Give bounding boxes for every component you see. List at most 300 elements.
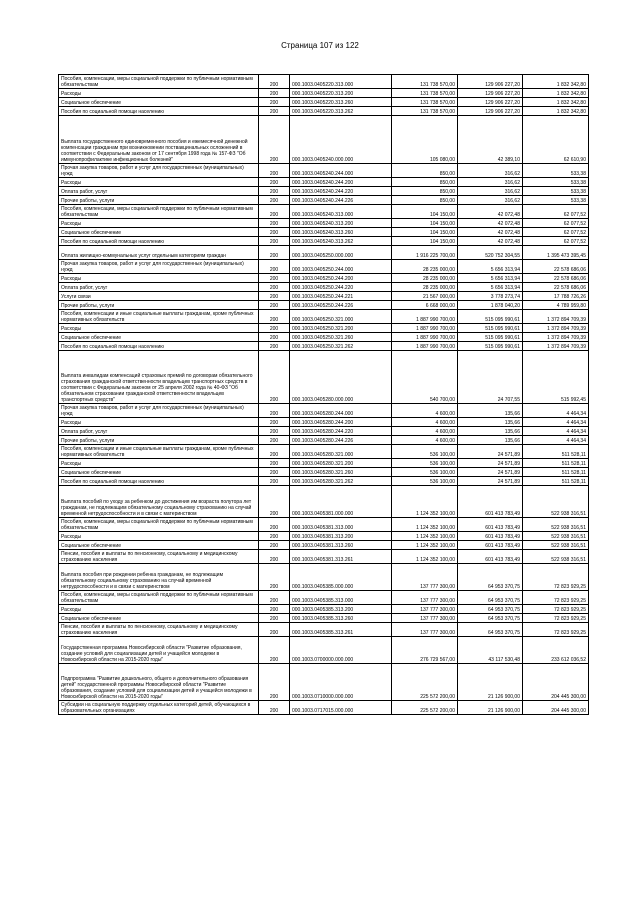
row-approved-amount-cell: 137 777 300,00 — [392, 591, 458, 605]
row-budget-code-cell: 000.1003.0405240.244.226 — [290, 196, 392, 205]
row-name-cell: Социальное обеспечение — [59, 333, 259, 342]
row-executed-amount-cell: 42 072,48 — [458, 228, 523, 237]
row-name-cell: Выплата инвалидам компенсаций страховых премий по договорам обязательного страхования гражданской ответственности владельцев транспортных средств в соответствии с Федеральным законом от 25 апреля 2002 года № 40-ФЗ "Об обязательном страховании гражданской ответственности владельцев транспортных средств" — [59, 351, 259, 404]
row-executed-amount-cell: 129 906 227,20 — [458, 98, 523, 107]
page-header: Страница 107 из 122 — [281, 41, 359, 50]
row-budget-code-cell: 000.1003.0405240.244.220 — [290, 187, 392, 196]
row-approved-amount-cell: 536 100,00 — [392, 477, 458, 486]
row-budget-code-cell: 000.1003.0405240.313.200 — [290, 219, 392, 228]
row-budget-code-cell: 000.1003.0405280.000.000 — [290, 351, 392, 404]
row-executed-amount-cell: 21 126 900,00 — [458, 701, 523, 715]
row-admin-code-cell: 200 — [259, 486, 290, 518]
row-admin-code-cell: 200 — [259, 605, 290, 614]
row-budget-code-cell: 000.1003.0405240.313.000 — [290, 205, 392, 219]
row-approved-amount-cell: 850,00 — [392, 164, 458, 178]
row-name-cell: Прочие работы, услуги — [59, 196, 259, 205]
row-admin-code-cell: 200 — [259, 623, 290, 637]
table-row — [59, 637, 589, 664]
table-row — [59, 310, 589, 324]
row-budget-code-cell: 000.1003.0405220.313.262 — [290, 107, 392, 116]
row-name-cell: Социальное обеспечение — [59, 614, 259, 623]
row-executed-amount-cell: 316,62 — [458, 164, 523, 178]
row-admin-code-cell: 200 — [259, 178, 290, 187]
row-approved-amount-cell: 4 600,00 — [392, 404, 458, 418]
row-approved-amount-cell: 225 572 200,00 — [392, 701, 458, 715]
row-remaining-amount-cell: 72 823 929,25 — [523, 623, 589, 637]
row-executed-amount-cell: 515 095 990,61 — [458, 324, 523, 333]
row-approved-amount-cell: 1 887 990 700,00 — [392, 324, 458, 333]
table-row — [59, 404, 589, 418]
row-name-cell: Пособия, компенсации и иные социальные выплаты гражданам, кроме публичных нормативных обязательств — [59, 310, 259, 324]
row-admin-code-cell: 200 — [259, 468, 290, 477]
row-budget-code-cell: 000.1003.0405250.321.262 — [290, 342, 392, 351]
row-executed-amount-cell: 135,66 — [458, 436, 523, 445]
row-admin-code-cell: 200 — [259, 427, 290, 436]
row-remaining-amount-cell: 72 823 929,25 — [523, 591, 589, 605]
row-remaining-amount-cell: 72 823 929,25 — [523, 564, 589, 591]
row-budget-code-cell: 000.1003.0405280.244.000 — [290, 404, 392, 418]
table-row — [59, 164, 589, 178]
row-budget-code-cell: 000.1003.0405240.000.000 — [290, 116, 392, 164]
row-approved-amount-cell: 6 668 000,00 — [392, 301, 458, 310]
row-executed-amount-cell: 5 656 313,94 — [458, 274, 523, 283]
row-budget-code-cell: 000.1003.0405280.244.220 — [290, 427, 392, 436]
row-name-cell: Расходы — [59, 89, 259, 98]
table-row — [59, 237, 589, 246]
row-name-cell: Оплата жилищно-коммунальных услуг отдельным категориям граждан — [59, 246, 259, 260]
row-approved-amount-cell: 850,00 — [392, 178, 458, 187]
row-approved-amount-cell: 137 777 300,00 — [392, 605, 458, 614]
row-budget-code-cell: 000.1003.0405240.244.000 — [290, 164, 392, 178]
row-executed-amount-cell: 24 571,89 — [458, 445, 523, 459]
row-approved-amount-cell: 1 124 352 100,00 — [392, 541, 458, 550]
row-budget-code-cell: 000.1003.0717015.000.000 — [290, 701, 392, 715]
row-budget-code-cell: 000.1003.0405250.321.000 — [290, 310, 392, 324]
row-executed-amount-cell: 5 656 313,94 — [458, 260, 523, 274]
row-admin-code-cell: 200 — [259, 205, 290, 219]
row-executed-amount-cell: 1 878 040,20 — [458, 301, 523, 310]
row-admin-code-cell: 200 — [259, 664, 290, 701]
row-admin-code-cell: 200 — [259, 701, 290, 715]
table-row — [59, 178, 589, 187]
row-executed-amount-cell: 515 095 990,61 — [458, 310, 523, 324]
row-remaining-amount-cell: 522 938 316,51 — [523, 486, 589, 518]
row-budget-code-cell: 000.1003.0405250.000.000 — [290, 246, 392, 260]
row-executed-amount-cell: 64 953 370,75 — [458, 605, 523, 614]
row-admin-code-cell: 200 — [259, 445, 290, 459]
table-row — [59, 89, 589, 98]
row-executed-amount-cell: 520 752 304,55 — [458, 246, 523, 260]
row-approved-amount-cell: 536 100,00 — [392, 445, 458, 459]
row-name-cell: Пенсии, пособия и выплаты по пенсионному, социальному и медицинскому страхованию населения — [59, 623, 259, 637]
row-admin-code-cell: 200 — [259, 418, 290, 427]
row-approved-amount-cell: 276 729 567,00 — [392, 637, 458, 664]
row-budget-code-cell: 000.1003.0405250.321.200 — [290, 324, 392, 333]
row-admin-code-cell: 200 — [259, 518, 290, 532]
row-remaining-amount-cell: 1 395 473 395,45 — [523, 246, 589, 260]
table-row — [59, 605, 589, 614]
row-name-cell: Прочая закупка товаров, работ и услуг для государственных (муниципальных) нужд — [59, 164, 259, 178]
row-name-cell: Расходы — [59, 605, 259, 614]
row-budget-code-cell: 000.1003.0405240.313.260 — [290, 228, 392, 237]
row-approved-amount-cell: 1 124 352 100,00 — [392, 532, 458, 541]
row-approved-amount-cell: 1 887 990 700,00 — [392, 310, 458, 324]
row-admin-code-cell: 200 — [259, 75, 290, 89]
row-name-cell: Пособия, компенсации, меры социальной поддержки по публичным нормативным обязательствам — [59, 591, 259, 605]
table-row — [59, 187, 589, 196]
row-budget-code-cell: 000.1003.0405381.313.200 — [290, 532, 392, 541]
row-admin-code-cell: 200 — [259, 404, 290, 418]
row-admin-code-cell: 200 — [259, 459, 290, 468]
table-row — [59, 459, 589, 468]
row-admin-code-cell: 200 — [259, 301, 290, 310]
row-approved-amount-cell: 21 567 000,00 — [392, 292, 458, 301]
row-executed-amount-cell: 5 656 313,94 — [458, 283, 523, 292]
row-approved-amount-cell: 536 100,00 — [392, 459, 458, 468]
table-row — [59, 107, 589, 116]
row-admin-code-cell: 200 — [259, 246, 290, 260]
row-budget-code-cell: 000.1003.0405385.313.261 — [290, 623, 392, 637]
row-remaining-amount-cell: 1 372 894 709,39 — [523, 324, 589, 333]
table-row — [59, 427, 589, 436]
row-admin-code-cell: 200 — [259, 342, 290, 351]
row-executed-amount-cell: 515 095 990,61 — [458, 342, 523, 351]
row-remaining-amount-cell: 511 528,11 — [523, 477, 589, 486]
row-admin-code-cell: 200 — [259, 532, 290, 541]
row-approved-amount-cell: 104 150,00 — [392, 205, 458, 219]
row-remaining-amount-cell: 1 832 342,80 — [523, 75, 589, 89]
row-remaining-amount-cell: 62 077,52 — [523, 228, 589, 237]
row-remaining-amount-cell: 62 077,52 — [523, 205, 589, 219]
row-executed-amount-cell: 64 953 370,75 — [458, 591, 523, 605]
row-executed-amount-cell: 601 413 783,49 — [458, 541, 523, 550]
row-approved-amount-cell: 104 150,00 — [392, 237, 458, 246]
row-approved-amount-cell: 131 738 570,00 — [392, 98, 458, 107]
row-budget-code-cell: 000.1003.0405250.244.200 — [290, 274, 392, 283]
table-row — [59, 477, 589, 486]
row-budget-code-cell: 000.1003.0405250.321.260 — [290, 333, 392, 342]
row-name-cell: Оплата работ, услуг — [59, 187, 259, 196]
row-budget-code-cell: 000.1003.0405220.313.260 — [290, 98, 392, 107]
row-admin-code-cell: 200 — [259, 237, 290, 246]
row-executed-amount-cell: 601 413 783,49 — [458, 518, 523, 532]
row-name-cell: Пособия по социальной помощи населению — [59, 477, 259, 486]
row-approved-amount-cell: 4 600,00 — [392, 436, 458, 445]
row-name-cell: Расходы — [59, 178, 259, 187]
row-admin-code-cell: 200 — [259, 324, 290, 333]
table-row — [59, 246, 589, 260]
row-name-cell: Пособия, компенсации, меры социальной поддержки по публичным нормативным обязательствам — [59, 518, 259, 532]
row-remaining-amount-cell: 515 992,45 — [523, 351, 589, 404]
row-name-cell: Пособия по социальной помощи населению — [59, 237, 259, 246]
table-row — [59, 591, 589, 605]
table-row — [59, 564, 589, 591]
row-name-cell: Пособия, компенсации, меры социальной поддержки по публичным нормативным обязательствам — [59, 205, 259, 219]
row-remaining-amount-cell: 533,38 — [523, 187, 589, 196]
row-approved-amount-cell: 1 887 990 700,00 — [392, 342, 458, 351]
row-executed-amount-cell: 316,62 — [458, 196, 523, 205]
row-budget-code-cell: 000.1003.0405220.313.200 — [290, 89, 392, 98]
row-executed-amount-cell: 129 906 227,20 — [458, 75, 523, 89]
table-row — [59, 614, 589, 623]
row-budget-code-cell: 000.1003.0405280.321.200 — [290, 459, 392, 468]
row-executed-amount-cell: 601 413 783,49 — [458, 550, 523, 564]
row-budget-code-cell: 000.1003.0405280.321.262 — [290, 477, 392, 486]
row-name-cell: Пособия по социальной помощи населению — [59, 107, 259, 116]
row-remaining-amount-cell: 522 938 316,51 — [523, 518, 589, 532]
row-budget-code-cell: 000.1003.0405240.313.262 — [290, 237, 392, 246]
row-budget-code-cell: 000.1003.0405381.313.260 — [290, 541, 392, 550]
row-name-cell: Прочие работы, услуги — [59, 436, 259, 445]
row-approved-amount-cell: 1 124 352 100,00 — [392, 550, 458, 564]
row-name-cell: Выплата пособия при рождении ребенка гражданам, не подлежащим обязательному социальному страхованию на случай временной нетрудоспособности и в связи с материнством — [59, 564, 259, 591]
row-approved-amount-cell: 1 124 352 100,00 — [392, 486, 458, 518]
row-budget-code-cell: 000.1003.0405250.244.221 — [290, 292, 392, 301]
row-name-cell: Услуги связи — [59, 292, 259, 301]
row-name-cell: Пособия, компенсации, меры социальной поддержки по публичным нормативным обязательствам — [59, 75, 259, 89]
row-name-cell: Социальное обеспечение — [59, 541, 259, 550]
table-row — [59, 205, 589, 219]
table-row — [59, 75, 589, 89]
row-approved-amount-cell: 104 150,00 — [392, 219, 458, 228]
row-admin-code-cell: 200 — [259, 292, 290, 301]
table-row — [59, 550, 589, 564]
row-admin-code-cell: 200 — [259, 98, 290, 107]
budget-table-body — [59, 75, 589, 715]
row-approved-amount-cell: 137 777 300,00 — [392, 623, 458, 637]
row-admin-code-cell: 200 — [259, 89, 290, 98]
row-approved-amount-cell: 1 887 990 700,00 — [392, 333, 458, 342]
row-budget-code-cell: 000.1003.0405250.244.226 — [290, 301, 392, 310]
row-admin-code-cell: 200 — [259, 187, 290, 196]
row-name-cell: Социальное обеспечение — [59, 98, 259, 107]
row-approved-amount-cell: 131 738 570,00 — [392, 75, 458, 89]
row-remaining-amount-cell: 522 938 316,51 — [523, 550, 589, 564]
row-budget-code-cell: 000.1003.0405385.313.000 — [290, 591, 392, 605]
row-admin-code-cell: 200 — [259, 164, 290, 178]
row-budget-code-cell: 000.1003.0405280.321.000 — [290, 445, 392, 459]
row-name-cell: Субсидии на социальную поддержку отдельных категорий детей, обучающихся в образовательных организациях — [59, 701, 259, 715]
row-remaining-amount-cell: 4 464,34 — [523, 418, 589, 427]
row-admin-code-cell: 200 — [259, 274, 290, 283]
row-executed-amount-cell: 129 906 227,20 — [458, 89, 523, 98]
row-name-cell: Расходы — [59, 532, 259, 541]
row-budget-code-cell: 000.1003.0405250.244.000 — [290, 260, 392, 274]
row-name-cell: Прочие работы, услуги — [59, 301, 259, 310]
row-executed-amount-cell: 24 707,55 — [458, 351, 523, 404]
row-remaining-amount-cell: 1 832 342,80 — [523, 89, 589, 98]
row-admin-code-cell: 200 — [259, 477, 290, 486]
row-executed-amount-cell: 24 571,89 — [458, 459, 523, 468]
row-executed-amount-cell: 24 571,89 — [458, 477, 523, 486]
row-remaining-amount-cell: 72 823 929,25 — [523, 605, 589, 614]
row-admin-code-cell: 200 — [259, 436, 290, 445]
row-executed-amount-cell: 42 389,10 — [458, 116, 523, 164]
row-remaining-amount-cell: 511 528,11 — [523, 445, 589, 459]
row-approved-amount-cell: 4 600,00 — [392, 427, 458, 436]
table-row — [59, 418, 589, 427]
table-row — [59, 541, 589, 550]
row-name-cell: Расходы — [59, 324, 259, 333]
row-remaining-amount-cell: 22 578 686,06 — [523, 283, 589, 292]
row-admin-code-cell: 200 — [259, 541, 290, 550]
row-remaining-amount-cell: 511 528,11 — [523, 468, 589, 477]
table-row — [59, 333, 589, 342]
row-name-cell: Оплата работ, услуг — [59, 283, 259, 292]
row-name-cell: Прочая закупка товаров, работ и услуг для государственных (муниципальных) нужд — [59, 260, 259, 274]
row-name-cell: Прочая закупка товаров, работ и услуг для государственных (муниципальных) нужд — [59, 404, 259, 418]
row-admin-code-cell: 200 — [259, 614, 290, 623]
row-approved-amount-cell: 137 777 300,00 — [392, 564, 458, 591]
row-budget-code-cell: 000.1003.0405385.313.200 — [290, 605, 392, 614]
row-name-cell: Подпрограмма "Развитие дошкольного, общего и дополнительного образования детей" государственной программы Новосибирской области "Развитие образования, создание условий для социализации детей и учащейся молодежи в Новосибирской области на 2015-2020 годы" — [59, 664, 259, 701]
row-budget-code-cell: 000.1003.0405280.244.226 — [290, 436, 392, 445]
row-remaining-amount-cell: 22 578 686,06 — [523, 260, 589, 274]
row-approved-amount-cell: 131 738 570,00 — [392, 107, 458, 116]
row-remaining-amount-cell: 233 612 036,52 — [523, 637, 589, 664]
table-row — [59, 351, 589, 404]
row-budget-code-cell: 000.1003.0405250.244.220 — [290, 283, 392, 292]
table-row — [59, 623, 589, 637]
row-admin-code-cell: 200 — [259, 260, 290, 274]
row-executed-amount-cell: 601 413 783,49 — [458, 532, 523, 541]
row-approved-amount-cell: 105 080,00 — [392, 116, 458, 164]
row-budget-code-cell: 000.1003.0405280.321.260 — [290, 468, 392, 477]
table-row — [59, 664, 589, 701]
row-admin-code-cell: 200 — [259, 196, 290, 205]
row-remaining-amount-cell: 62 077,52 — [523, 237, 589, 246]
row-admin-code-cell: 200 — [259, 591, 290, 605]
row-approved-amount-cell: 4 600,00 — [392, 418, 458, 427]
row-admin-code-cell: 200 — [259, 116, 290, 164]
row-name-cell: Расходы — [59, 219, 259, 228]
row-remaining-amount-cell: 204 445 300,00 — [523, 664, 589, 701]
table-row — [59, 486, 589, 518]
row-remaining-amount-cell: 22 578 686,06 — [523, 274, 589, 283]
row-name-cell: Социальное обеспечение — [59, 468, 259, 477]
table-row — [59, 228, 589, 237]
row-approved-amount-cell: 28 235 000,00 — [392, 274, 458, 283]
row-budget-code-cell: 000.1003.0405381.313.261 — [290, 550, 392, 564]
row-budget-code-cell: 000.1003.0405220.313.000 — [290, 75, 392, 89]
row-remaining-amount-cell: 1 832 342,80 — [523, 107, 589, 116]
row-admin-code-cell: 200 — [259, 637, 290, 664]
row-executed-amount-cell: 42 072,48 — [458, 237, 523, 246]
table-row — [59, 283, 589, 292]
row-name-cell: Пособия по социальной помощи населению — [59, 342, 259, 351]
row-admin-code-cell: 200 — [259, 283, 290, 292]
row-remaining-amount-cell: 4 789 959,80 — [523, 301, 589, 310]
row-name-cell: Оплата работ, услуг — [59, 427, 259, 436]
row-name-cell: Выплата пособий по уходу за ребенком до достижения им возраста полутора лет гражданам, не подлежащим обязательному социальному страхованию на случай временной нетрудоспособности и в связи с материнством — [59, 486, 259, 518]
row-admin-code-cell: 200 — [259, 219, 290, 228]
row-approved-amount-cell: 104 150,00 — [392, 228, 458, 237]
row-name-cell: Выплата государственного единовременного пособия и ежемесячной денежной компенсации гражданам при возникновении поствакцинальных осложнений в соответствии с Федеральным законом от 17 сентября 1998 года № 157-ФЗ "Об иммунопрофилактике инфекционных болезней" — [59, 116, 259, 164]
row-remaining-amount-cell: 522 938 316,51 — [523, 532, 589, 541]
row-remaining-amount-cell: 62 077,52 — [523, 219, 589, 228]
row-approved-amount-cell: 1 124 352 100,00 — [392, 518, 458, 532]
row-executed-amount-cell: 42 072,48 — [458, 205, 523, 219]
row-name-cell: Расходы — [59, 418, 259, 427]
table-row — [59, 292, 589, 301]
table-row — [59, 701, 589, 715]
row-approved-amount-cell: 850,00 — [392, 187, 458, 196]
row-executed-amount-cell: 43 117 530,48 — [458, 637, 523, 664]
table-row — [59, 342, 589, 351]
table-row — [59, 260, 589, 274]
row-executed-amount-cell: 316,62 — [458, 178, 523, 187]
row-remaining-amount-cell: 1 372 894 709,39 — [523, 342, 589, 351]
row-approved-amount-cell: 28 235 000,00 — [392, 260, 458, 274]
row-admin-code-cell: 200 — [259, 351, 290, 404]
row-remaining-amount-cell: 533,38 — [523, 196, 589, 205]
row-budget-code-cell: 000.1003.0405381.000.000 — [290, 486, 392, 518]
row-name-cell: Расходы — [59, 459, 259, 468]
row-executed-amount-cell: 601 413 783,49 — [458, 486, 523, 518]
row-executed-amount-cell: 21 126 900,00 — [458, 664, 523, 701]
table-row — [59, 532, 589, 541]
row-budget-code-cell: 000.1003.0405381.313.000 — [290, 518, 392, 532]
row-remaining-amount-cell: 204 445 300,00 — [523, 701, 589, 715]
row-name-cell: Пенсии, пособия и выплаты по пенсионному, социальному и медицинскому страхованию населения — [59, 550, 259, 564]
row-approved-amount-cell: 850,00 — [392, 196, 458, 205]
row-budget-code-cell: 000.1003.0405240.244.200 — [290, 178, 392, 187]
row-approved-amount-cell: 131 738 570,00 — [392, 89, 458, 98]
table-row — [59, 445, 589, 459]
row-remaining-amount-cell: 4 464,34 — [523, 436, 589, 445]
row-budget-code-cell: 000.1003.0710000.000.000 — [290, 664, 392, 701]
row-approved-amount-cell: 540 700,00 — [392, 351, 458, 404]
row-admin-code-cell: 200 — [259, 107, 290, 116]
row-remaining-amount-cell: 17 788 726,26 — [523, 292, 589, 301]
row-name-cell: Социальное обеспечение — [59, 228, 259, 237]
row-remaining-amount-cell: 522 938 316,51 — [523, 541, 589, 550]
budget-table — [58, 74, 589, 715]
row-budget-code-cell: 000.1003.0405280.244.200 — [290, 418, 392, 427]
row-remaining-amount-cell: 533,38 — [523, 164, 589, 178]
row-name-cell: Расходы — [59, 274, 259, 283]
row-remaining-amount-cell: 4 464,34 — [523, 404, 589, 418]
table-row — [59, 324, 589, 333]
table-row — [59, 518, 589, 532]
table-row — [59, 468, 589, 477]
table-row — [59, 116, 589, 164]
row-remaining-amount-cell: 1 372 894 709,39 — [523, 333, 589, 342]
row-remaining-amount-cell: 1 832 342,80 — [523, 98, 589, 107]
row-admin-code-cell: 200 — [259, 550, 290, 564]
row-approved-amount-cell: 137 777 300,00 — [392, 614, 458, 623]
row-remaining-amount-cell: 533,38 — [523, 178, 589, 187]
row-approved-amount-cell: 1 916 225 700,00 — [392, 246, 458, 260]
row-remaining-amount-cell: 1 372 894 709,39 — [523, 310, 589, 324]
table-row — [59, 196, 589, 205]
row-remaining-amount-cell: 4 464,34 — [523, 427, 589, 436]
row-admin-code-cell: 200 — [259, 310, 290, 324]
row-budget-code-cell: 000.1003.0405385.000.000 — [290, 564, 392, 591]
table-row — [59, 98, 589, 107]
row-admin-code-cell: 200 — [259, 228, 290, 237]
row-executed-amount-cell: 42 072,48 — [458, 219, 523, 228]
row-remaining-amount-cell: 72 823 929,25 — [523, 614, 589, 623]
row-executed-amount-cell: 64 953 370,75 — [458, 623, 523, 637]
table-row — [59, 274, 589, 283]
row-budget-code-cell: 000.1003.0700000.000.000 — [290, 637, 392, 664]
row-executed-amount-cell: 129 906 227,20 — [458, 107, 523, 116]
table-row — [59, 219, 589, 228]
table-row — [59, 436, 589, 445]
row-executed-amount-cell: 24 571,89 — [458, 468, 523, 477]
row-executed-amount-cell: 515 095 990,61 — [458, 333, 523, 342]
